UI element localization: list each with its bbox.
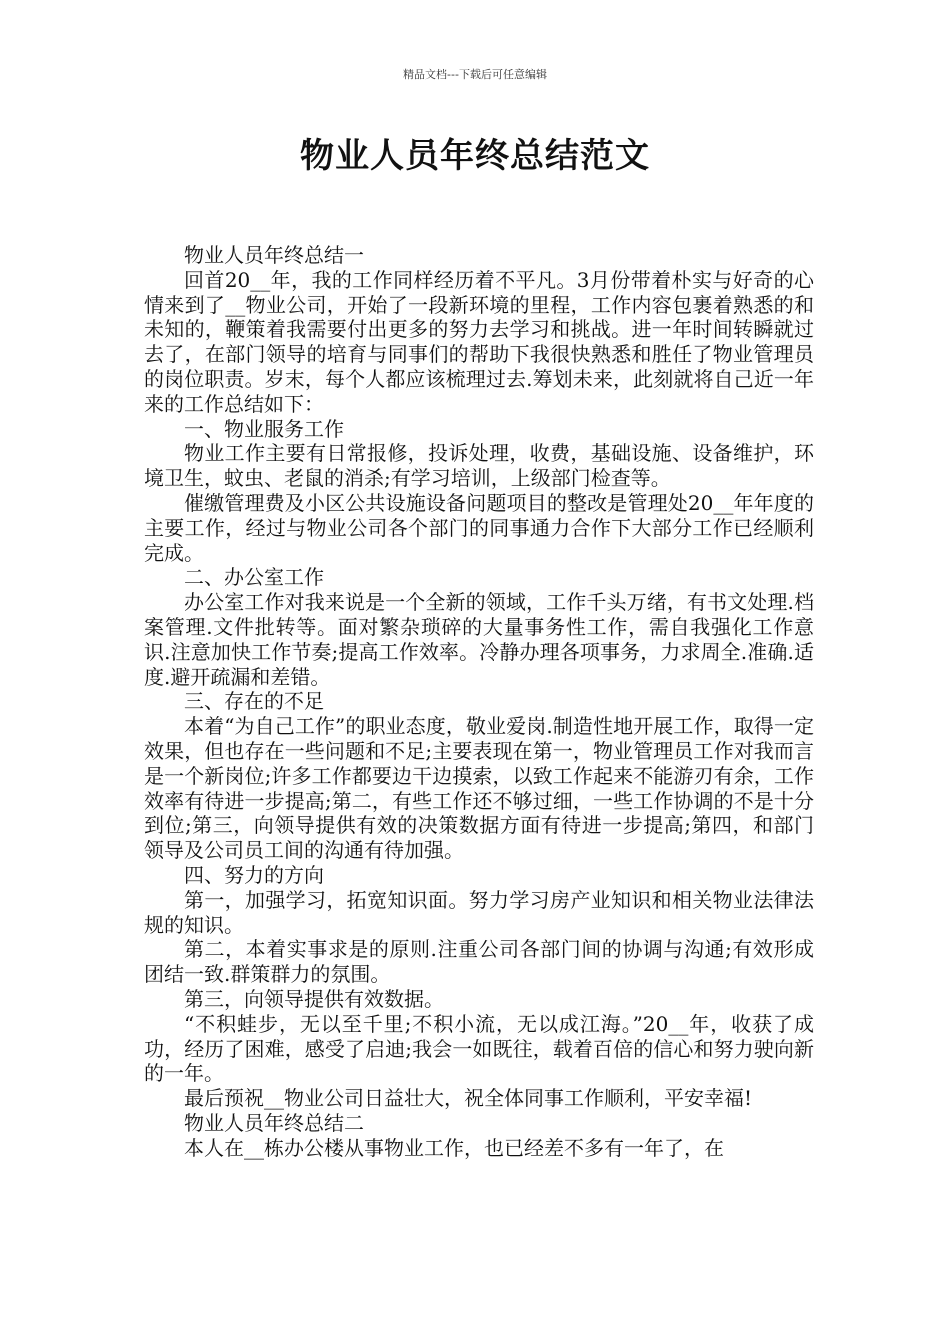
body-paragraph: 回首20__年，我的工作同样经历着不平凡。3月份带着朴实与好奇的心情来到了__物业公司，开始了一段新环境的里程，工作内容包裹着熟悉的和未知的，鞭策着我需要付出更多的努力去学习和挑战。进一年时间转瞬就过去了，在部门领导的培育与同事们的帮助下我很快熟悉和胜任了物业管理员的岗位职责。岁末，每个人都应该梳理过去.筹划未来，此刻就将自己近一年来的工作总结如下：	[144, 267, 814, 416]
section-heading: 物业人员年终总结二	[184, 1110, 364, 1135]
section-heading: 三、存在的不足	[184, 689, 324, 714]
body-paragraph: 催缴管理费及小区公共设施设备问题项目的整改是管理处20__年年度的主要工作，经过与物业公司各个部门的同事通力合作下大部分工作已经顺利完成。	[144, 490, 814, 565]
body-paragraph: 最后预祝__物业公司日益壮大，祝全体同事工作顺利，平安幸福!	[184, 1086, 753, 1111]
document-body	[144, 243, 814, 1160]
body-paragraph: 第二，本着实事求是的原则.注重公司各部门间的协调与沟通;有效形成团结一致.群策群力的氛围。	[144, 937, 814, 987]
body-paragraph: 本着“为自己工作”的职业态度，敬业爱岗.制造性地开展工作，取得一定效果，但也存在一些问题和不足;主要表现在第一，物业管理员工作对我而言是一个新岗位;许多工作都要边干边摸索，以致工作起来不能游刃有余，工作效率有待进一步提高;第二，有些工作还不够过细，一些工作协调的不是十分到位;第三，向领导提供有效的决策数据方面有待进一步提高;第四，和部门领导及公司员工间的沟通有待加强。	[144, 714, 814, 863]
document-title: 物业人员年终总结范文	[300, 136, 650, 176]
body-paragraph: 办公室工作对我来说是一个全新的领域，工作千头万绪，有书文处理.档案管理.文件批转等。面对繁杂琐碎的大量事务性工作，需自我强化工作意识.注意加快工作节奏;提高工作效率。冷静办理各项事务，力求周全.准确.适度.避开疏漏和差错。	[144, 590, 814, 689]
section-heading: 一、物业服务工作	[184, 416, 344, 441]
body-paragraph: 物业工作主要有日常报修，投诉处理，收费，基础设施、设备维护，环境卫生，蚊虫、老鼠的消杀;有学习培训，上级部门检查等。	[144, 441, 814, 491]
body-paragraph: 第一，加强学习，拓宽知识面。努力学习房产业知识和相关物业法律法规的知识。	[144, 887, 814, 937]
header-note: 精品文档---下载后可任意编辑	[403, 68, 547, 81]
section-heading: 二、办公室工作	[184, 565, 324, 590]
body-paragraph: “不积蛙步，无以至千里;不积小流，无以成江海。”20__年，收获了成功，经历了困难，感受了启迪;我会一如既往，载着百倍的信心和努力驶向新的一年。	[144, 1011, 814, 1086]
body-paragraph: 第三，向领导提供有效数据。	[184, 986, 444, 1011]
section-heading: 物业人员年终总结一	[184, 243, 364, 267]
section-heading: 四、努力的方向	[184, 862, 324, 887]
body-paragraph: 本人在__栋办公楼从事物业工作，也已经差不多有一年了，在	[184, 1135, 724, 1160]
